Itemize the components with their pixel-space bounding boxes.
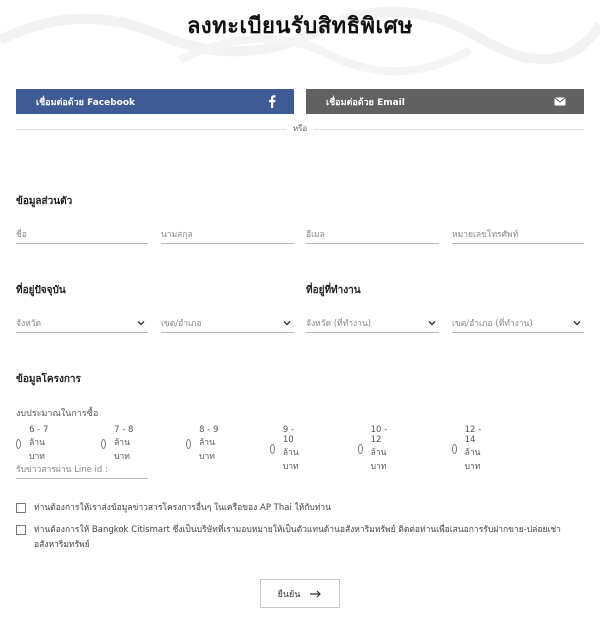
phone-placeholder: หมายเลขโทรศัพท์ <box>452 229 519 240</box>
citismart-consent-text-line2: อสังหาริมทรัพย์ <box>34 540 90 550</box>
work-district-placeholder: เขต/อำเภอ (ที่ทำงาน) <box>452 318 533 329</box>
arrow-right-icon <box>310 590 322 598</box>
ap-news-checkbox[interactable] <box>16 503 26 513</box>
chevron-down-icon <box>572 318 582 328</box>
phone-field[interactable] <box>452 224 584 244</box>
radio-circle[interactable] <box>270 444 275 454</box>
divider-line-right <box>314 129 584 130</box>
email-button-label: เชื่อมต่อด้วย Email <box>326 97 405 108</box>
connect-email-button[interactable] <box>306 89 584 114</box>
radio-circle[interactable] <box>358 444 363 454</box>
submit-button[interactable] <box>260 579 340 608</box>
budget-option[interactable] <box>270 425 304 473</box>
work-district-select[interactable] <box>452 313 584 333</box>
radio-circle[interactable] <box>16 439 21 449</box>
line-id-field[interactable] <box>16 459 148 479</box>
budget-option-label: 9 - 10 ล้านบาท <box>282 425 299 472</box>
budget-option[interactable] <box>358 425 392 473</box>
budget-option-label: 8 - 9 ล้านบาท <box>199 425 219 462</box>
budget-option-label: 7 - 8 ล้านบาท <box>114 425 134 462</box>
budget-option-label: 12 - 14 ล้านบาท <box>464 425 482 472</box>
or-divider <box>16 122 584 138</box>
page-title: ลงทะเบียนรับสิทธิพิเศษ <box>186 14 414 39</box>
radio-circle[interactable] <box>186 439 191 449</box>
province-placeholder: จังหวัด <box>16 318 42 329</box>
province-select[interactable] <box>16 313 148 333</box>
last-name-field[interactable] <box>161 224 294 244</box>
citismart-consent[interactable] <box>16 523 584 553</box>
personal-info-title: ข้อมูลส่วนตัว <box>16 196 73 207</box>
email-field[interactable] <box>306 224 439 244</box>
citismart-checkbox[interactable] <box>16 525 26 535</box>
ap-news-consent-text: ท่านต้องการให้เราส่งข้อมูลข่าวสารโครงการอื่นๆ ในเครือของ AP Thai ให้กับท่าน <box>34 503 331 513</box>
email-placeholder: อีเมล <box>306 229 325 240</box>
work-province-select[interactable] <box>306 313 439 333</box>
first-name-placeholder: ชื่อ <box>16 229 27 240</box>
current-address-title: ที่อยู่ปัจจุบัน <box>16 285 66 296</box>
budget-option[interactable] <box>16 425 50 463</box>
radio-circle[interactable] <box>452 444 457 454</box>
chevron-down-icon <box>282 318 292 328</box>
budget-option-label: 6 - 7 ล้านบาท <box>29 425 49 462</box>
budget-option[interactable] <box>101 425 135 463</box>
budget-option[interactable] <box>452 425 486 473</box>
chevron-down-icon <box>427 318 437 328</box>
divider-line-left <box>16 129 286 130</box>
envelope-icon <box>554 89 566 114</box>
first-name-field[interactable] <box>16 224 148 244</box>
budget-option-label: 10 - 12 ล้านบาท <box>370 425 388 472</box>
project-info-title: ข้อมูลโครงการ <box>16 374 81 385</box>
work-province-placeholder: จังหวัด (ที่ทำงาน) <box>306 318 372 329</box>
budget-label: งบประมาณในการซื้อ <box>16 409 99 419</box>
submit-button-label: ยืนยัน <box>277 589 301 600</box>
chevron-down-icon <box>136 318 146 328</box>
or-text: หรือ <box>292 124 308 133</box>
radio-circle[interactable] <box>101 439 106 449</box>
district-select[interactable] <box>161 313 294 333</box>
work-address-title: ที่อยู่ที่ทำงาน <box>306 285 361 296</box>
citismart-consent-text-line1: ท่านต้องการให้ Bangkok Citismart ซึ่งเป็นบริษัทที่เรามอบหมายให้เป็นตัวแทนด้านอสังหาริมทรัพย์ ติดต่อท่านเพื่อเสนอการรับฝากขาย-ปล่อยเช่า <box>34 525 561 535</box>
line-id-placeholder: รับข่าวสารผ่าน Line id : <box>16 464 108 475</box>
connect-facebook-button[interactable] <box>16 89 294 114</box>
facebook-icon <box>268 89 276 114</box>
budget-option[interactable] <box>186 425 220 463</box>
district-placeholder: เขต/อำเภอ <box>161 318 202 329</box>
last-name-placeholder: นามสกุล <box>161 229 193 240</box>
facebook-button-label: เชื่อมต่อด้วย Facebook <box>36 97 136 108</box>
ap-news-consent[interactable] <box>16 501 584 516</box>
